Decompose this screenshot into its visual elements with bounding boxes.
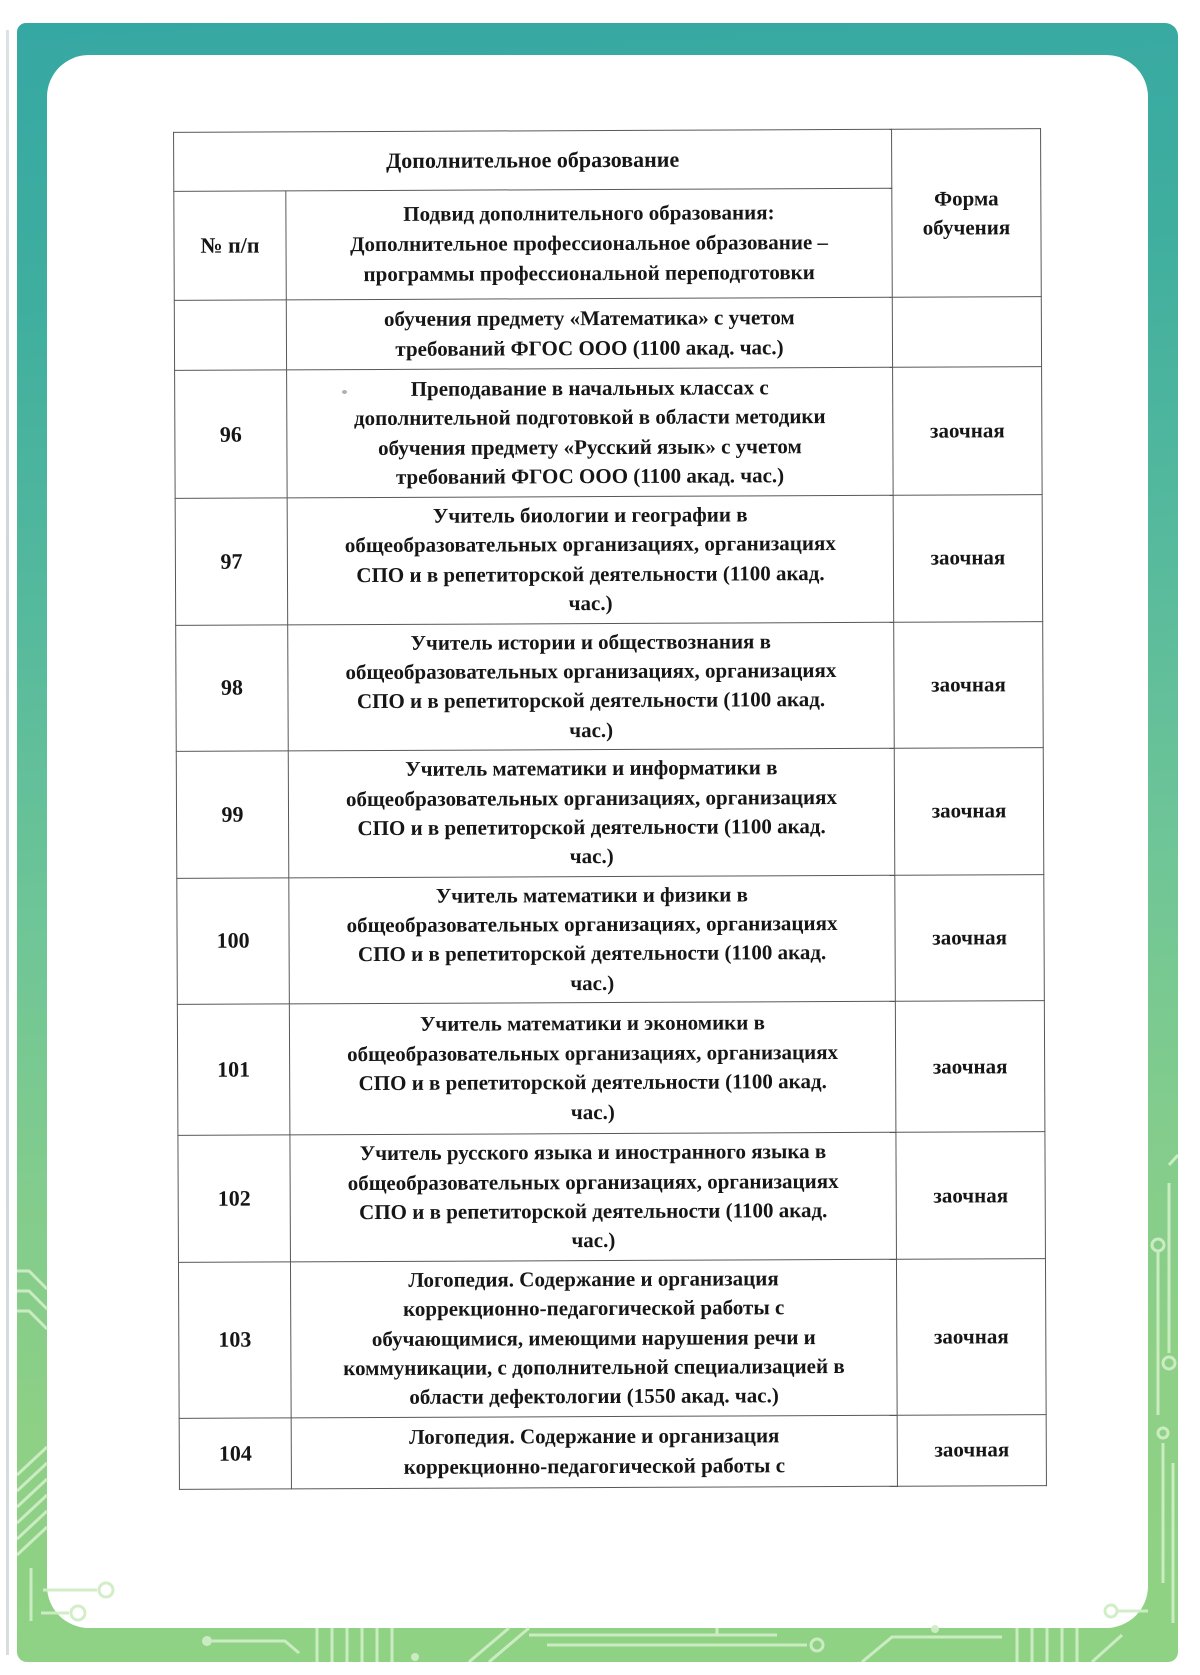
row-number-cell: 104 (179, 1418, 291, 1489)
program-cell: обучения предмету «Математика» с учетом требований ФГОС ООО (1100 акад. час.) (286, 297, 892, 370)
table-row (175, 367, 1043, 499)
program-cell: Учитель математики и экономики в общеобразовательных организациях, организациях СПО и в репетиторской деятельности (1100 акад. час.) (289, 1002, 896, 1136)
column-header-program: Подвид дополнительного образования: Дополнительное профессиональное образование – программы профессиональной переподготовки (286, 188, 892, 300)
table-row (176, 748, 1044, 878)
table-row (176, 621, 1044, 751)
program-cell: Преподавание в начальных классах с дополнительной подготовкой в области методики обучения предмету «Русский язык» с учетом требований ФГОС ООО (1100 акад. час.) (287, 367, 894, 498)
form-cell (892, 297, 1041, 368)
scan-edge-artifact (6, 30, 9, 1655)
column-header-form: Форма обучения (892, 129, 1042, 298)
table-row (179, 1414, 1046, 1489)
row-number-cell: 102 (178, 1135, 291, 1262)
program-cell: Учитель истории и обществознания в общеобразовательных организациях, организациях СПО и в репетиторской деятельности (1100 акад. час.) (288, 622, 895, 751)
program-cell: Учитель биологии и географии в общеобразовательных организациях, организациях СПО и в репетиторской деятельности (1100 акад. час.) (287, 495, 894, 624)
form-cell: заочная (893, 367, 1043, 496)
row-number-cell: 101 (177, 1004, 290, 1135)
group-header-additional-education: Дополнительное образование (174, 129, 892, 191)
programs-table (173, 128, 1047, 1490)
program-cell: Логопедия. Содержание и организация коррекционно-педагогической работы с (291, 1415, 897, 1489)
row-number-cell: 100 (177, 878, 290, 1005)
program-cell: Учитель русского языка и иностранного языка в общеобразовательных организациях, организациях СПО и в репетиторской деятельности (1100 акад. час.) (290, 1133, 897, 1262)
table-row (175, 495, 1043, 625)
table-row (178, 1132, 1046, 1262)
form-cell: заочная (896, 1258, 1046, 1415)
form-cell: заочная (896, 1132, 1046, 1259)
form-cell: заочная (895, 874, 1045, 1001)
table-row (174, 297, 1041, 371)
program-cell: Учитель математики и информатики в общеобразовательных организациях, организациях СПО и в репетиторской деятельности (1100 акад. час.) (288, 748, 895, 877)
column-header-number: № п/п (174, 191, 286, 300)
form-cell: заочная (897, 1414, 1046, 1486)
row-number-cell: 96 (175, 370, 288, 498)
table-row (178, 1258, 1046, 1418)
program-cell: Логопедия. Содержание и организация коррекционно-педагогической работы с обучающимися, имеющими нарушения речи и коммуникации, с дополнительной специализацией в области дефектологии (1550 акад. час.) (290, 1259, 897, 1418)
row-number-cell (174, 300, 286, 370)
row-number-cell: 98 (176, 624, 289, 751)
form-cell: заочная (895, 1001, 1045, 1133)
row-number-cell: 97 (175, 498, 288, 625)
row-number-cell: 103 (178, 1262, 291, 1418)
row-number-cell: 99 (176, 751, 289, 878)
scan-speck-artifact (342, 390, 347, 394)
form-cell: заочная (894, 621, 1044, 748)
form-cell: заочная (894, 748, 1044, 875)
form-cell: заочная (893, 495, 1043, 622)
program-cell: Учитель математики и физики в общеобразовательных организациях, организациях СПО и в репетиторской деятельности (1100 акад. час.) (289, 875, 896, 1004)
table-row (177, 1001, 1045, 1136)
table-group-header-row (174, 129, 1041, 192)
table-row (177, 874, 1045, 1004)
